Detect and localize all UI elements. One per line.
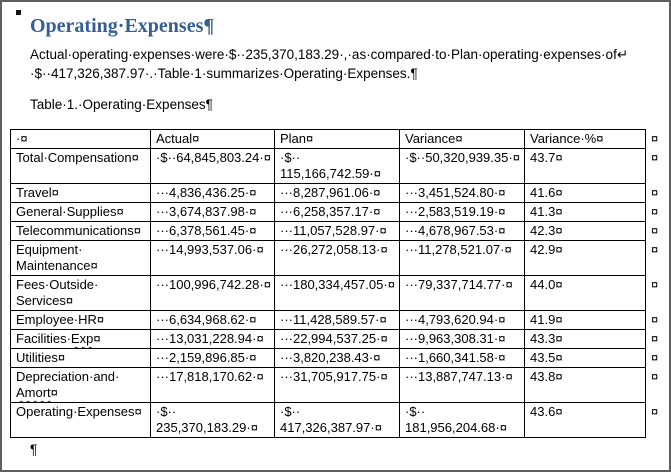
cell-plan: ···26,272,058.13·¤ <box>275 241 400 276</box>
cell-actual: ···6,378,561.45·¤ <box>151 222 275 241</box>
cell-variance: ···1,660,341.58·¤ <box>400 349 525 368</box>
row-end-marker: ¤ <box>651 403 659 419</box>
cell-variance-pct: 41.6¤ <box>525 184 646 203</box>
trailing-paragraph-mark: ¶ <box>30 442 38 457</box>
title-text: Operating·Expenses <box>30 15 204 37</box>
cell-plan: ···6,258,357.17·¤ <box>275 203 400 222</box>
cell-plan: ·$·· 417,326,387.97·¤ <box>275 403 400 438</box>
cell-actual: ···6,634,968.62·¤ <box>151 311 275 330</box>
cell-actual: ···3,674,837.98·¤ <box>151 203 275 222</box>
cell-variance-pct: 43.8¤ <box>525 368 646 403</box>
row-end-marker: ¤ <box>651 222 659 238</box>
pilcrow-mark: ¶ <box>410 65 418 81</box>
column-header-blank: ·¤ <box>11 130 151 149</box>
cell-variance-pct: 43.5¤ <box>525 349 646 368</box>
row-end-marker: ¤ <box>651 368 659 384</box>
cell-variance: ···4,678,967.53·¤ <box>400 222 525 241</box>
pilcrow-mark: ¶ <box>203 15 215 37</box>
pilcrow-mark: ¶ <box>205 97 213 112</box>
cell-plan: ···22,994,537.25·¤ <box>275 330 400 349</box>
cell-variance: ·$·· 181,956,204.68·¤ <box>400 403 525 438</box>
keep-with-next-mark <box>16 10 21 15</box>
cell-plan: ···180,334,457.05·¤ <box>275 276 400 311</box>
column-header-plan: Plan¤ <box>275 130 400 149</box>
table-header-row <box>11 130 666 149</box>
cell-label: Operating·Expenses¤ <box>11 403 151 438</box>
cell-variance-pct: 43.6¤ <box>525 403 646 438</box>
row-end-marker: ¤ <box>651 330 659 346</box>
cell-label: Telecommunications¤ <box>11 222 151 241</box>
table-row <box>11 311 666 330</box>
cell-actual: ···14,993,537.06·¤ <box>151 241 275 276</box>
cell-label: Fees·Outside· Services¤ <box>11 276 151 311</box>
cell-plan: ···3,820,238.43·¤ <box>275 349 400 368</box>
body-paragraph <box>30 46 662 83</box>
cell-label: Employee·HR¤ <box>11 311 151 330</box>
cell-variance-pct: 44.0¤ <box>525 276 646 311</box>
cell-plan: ···11,057,528.97·¤ <box>275 222 400 241</box>
row-end-marker: ¤ <box>651 349 659 365</box>
cell-label: Facilities·Exp¤ <box>11 330 151 349</box>
cell-variance: ···13,887,747.13·¤ <box>400 368 525 403</box>
row-end-marker: ¤ <box>651 130 659 146</box>
table-caption: Table·1.·Operating·Expenses¶ <box>30 97 213 112</box>
table-row <box>11 241 666 276</box>
table-row <box>11 403 666 438</box>
table-row <box>11 203 666 222</box>
document-title <box>30 15 214 38</box>
row-end-marker: ¤ <box>651 311 659 327</box>
row-end-marker: ¤ <box>651 149 659 165</box>
cell-variance-pct: 41.9¤ <box>525 311 646 330</box>
column-header-variance: Variance¤ <box>400 130 525 149</box>
cell-actual: ···13,031,228.94·¤ <box>151 330 275 349</box>
cell-actual: ·$·· 235,370,183.29·¤ <box>151 403 275 438</box>
cell-label: Utilities¤ <box>11 349 151 368</box>
cell-plan: ···11,428,589.57·¤ <box>275 311 400 330</box>
cell-label: Depreciation·and· Amort¤ <box>11 368 151 403</box>
column-header-actual: Actual¤ <box>151 130 275 149</box>
line-break-mark: ↵ <box>616 47 629 62</box>
cell-label: General·Supplies¤ <box>11 203 151 222</box>
misspelled-word: Exp <box>70 331 94 346</box>
paragraph-line-2: ·$··417,326,387.97·.·Table·1·summarizes·Operating·Expenses.¶ <box>30 65 418 81</box>
table-container <box>10 129 666 457</box>
cell-actual: ···4,836,436.25·¤ <box>151 184 275 203</box>
cell-variance-pct: 42.9¤ <box>525 241 646 276</box>
paragraph-line-1: Actual·operating·expenses·were·$··235,370,183.29·,·as·compared·to·Plan·operating·expenses·of↵ <box>30 47 629 62</box>
cell-variance: ···11,278,521.07·¤ <box>400 241 525 276</box>
cell-variance: ···79,337,714.77·¤ <box>400 276 525 311</box>
cell-variance-pct: 42.3¤ <box>525 222 646 241</box>
cell-variance-pct: 41.3¤ <box>525 203 646 222</box>
row-end-marker: ¤ <box>651 276 659 292</box>
cell-label: Equipment· Maintenance¤ <box>11 241 151 276</box>
row-end-marker: ¤ <box>651 241 659 257</box>
cell-variance: ···4,793,620.94·¤ <box>400 311 525 330</box>
column-header-variance-pct: Variance·%¤ <box>525 130 646 149</box>
operating-expenses-table <box>10 129 666 438</box>
cell-variance: ·$··50,320,939.35·¤ <box>400 149 525 184</box>
row-end-marker: ¤ <box>651 203 659 219</box>
cell-plan: ···8,287,961.06·¤ <box>275 184 400 203</box>
cell-actual: ···2,159,896.85·¤ <box>151 349 275 368</box>
cell-actual: ···100,996,742.28·¤ <box>151 276 275 311</box>
table-row <box>11 222 666 241</box>
table-row <box>11 368 666 403</box>
table-row <box>11 349 666 368</box>
cell-variance: ···9,963,308.31·¤ <box>400 330 525 349</box>
cell-label: Total·Compensation¤ <box>11 149 151 184</box>
table-row <box>11 184 666 203</box>
misspelled-word: Amort <box>16 385 51 400</box>
cell-actual: ···17,818,170.62·¤ <box>151 368 275 403</box>
cell-variance-pct: 43.7¤ <box>525 149 646 184</box>
cell-plan: ···31,705,917.75·¤ <box>275 368 400 403</box>
cell-plan: ·$·· 115,166,742.59·¤ <box>275 149 400 184</box>
table-row <box>11 330 666 349</box>
table-row <box>11 276 666 311</box>
cell-variance-pct: 43.3¤ <box>525 330 646 349</box>
cell-variance: ···2,583,519.19·¤ <box>400 203 525 222</box>
row-end-marker: ¤ <box>651 184 659 200</box>
cell-label: Travel¤ <box>11 184 151 203</box>
cell-actual: ·$··64,845,803.24·¤ <box>151 149 275 184</box>
table-row <box>11 149 666 184</box>
cell-variance: ···3,451,524.80·¤ <box>400 184 525 203</box>
